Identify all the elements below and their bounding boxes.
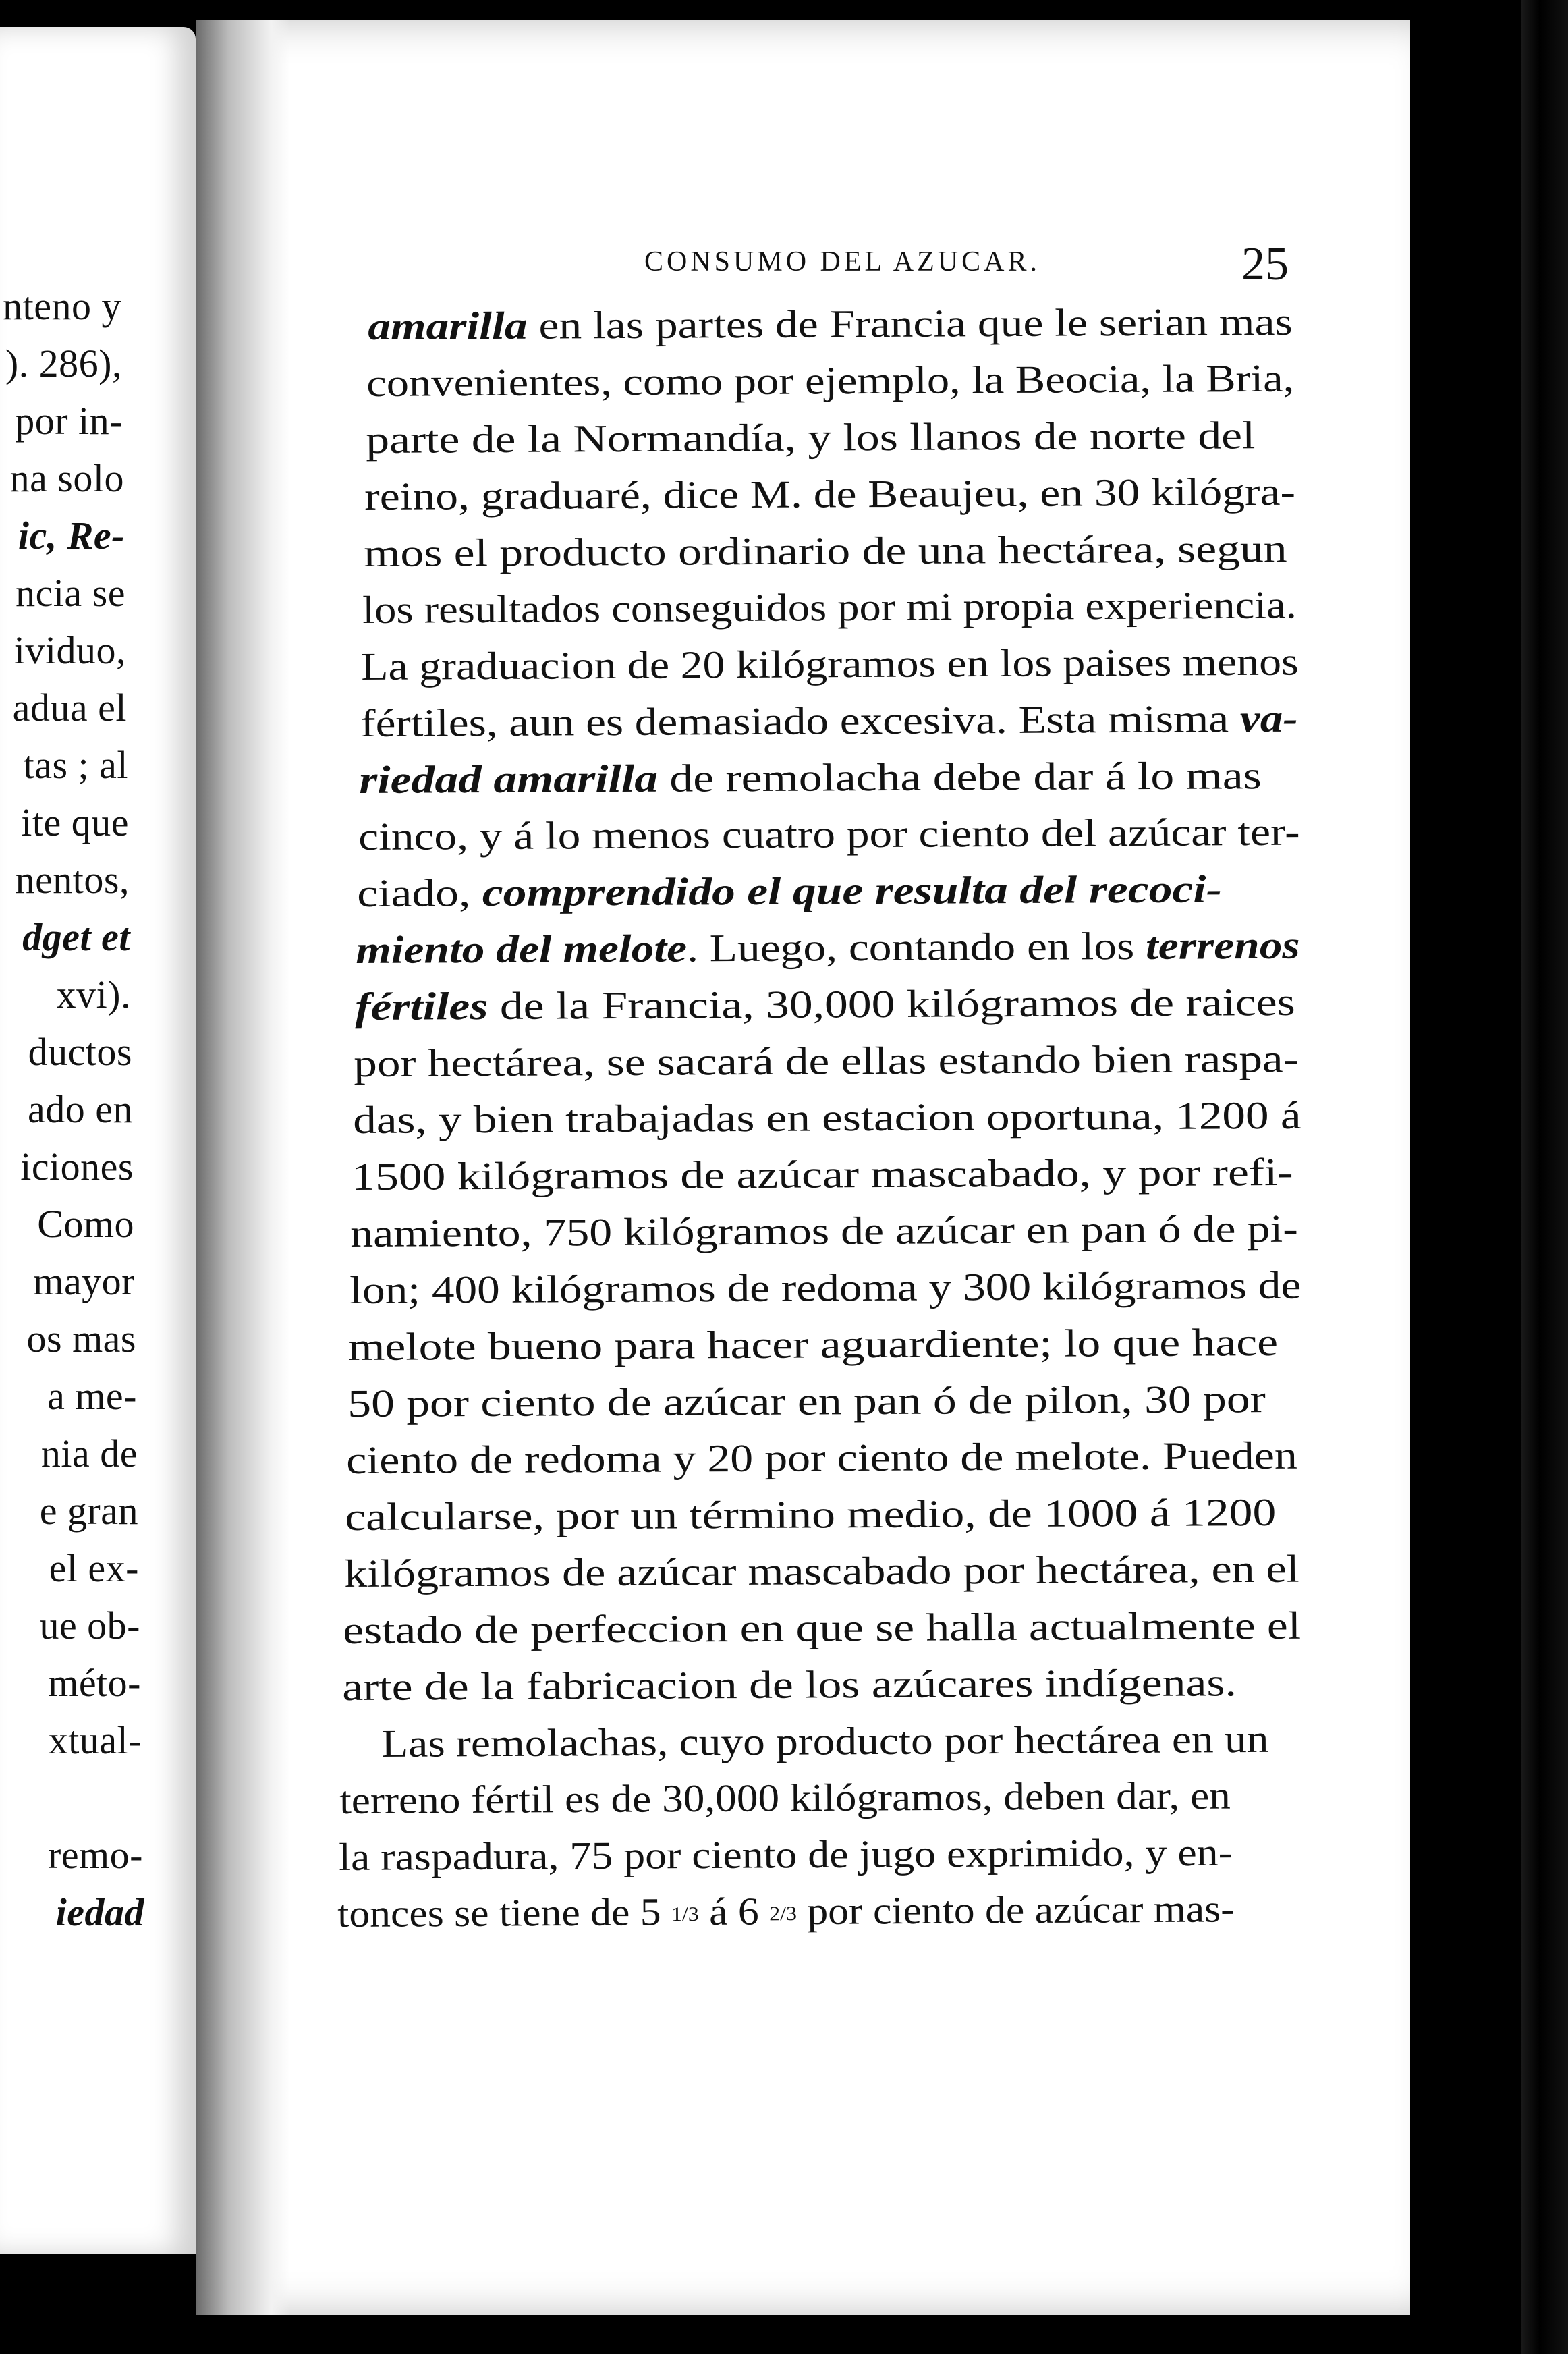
body-line [361,639,1299,689]
italic-text: riedad amarilla [359,756,659,802]
left-page-line: ). 286), [5,341,122,385]
text-run: reino, graduaré, dice M. de Beaujeu, en 30 kilógra- [364,469,1296,518]
body-line [366,412,1256,462]
italic-text: va- [1239,696,1298,741]
italic-text: terrenos [1145,923,1300,968]
text-run: fértiles, aun es demasiado excesiva. Esta misma [360,696,1241,745]
text-run: en las partes de Francia que le serian mas [527,299,1293,348]
body-line [347,1376,1266,1426]
text-run: ciado, [357,871,483,915]
body-line [364,526,1287,576]
body-line [359,752,1262,802]
text-run: 50 por ciento de azúcar en pan ó de pilon, 30 por [347,1377,1266,1425]
left-page-line: nentos, [15,858,130,902]
body-line [344,1546,1299,1596]
fraction: 2/3 [769,1903,797,1925]
text-run: ciento de redoma y 20 por ciento de melote. Pueden [346,1433,1297,1482]
fraction: 1/3 [671,1903,699,1926]
body-line [353,1093,1301,1143]
left-page-line: ividuo, [13,628,126,672]
text-run: parte de la Normandía, y los llanos de norte del [366,413,1256,462]
text-run: arte de la fabricacion de los azúcares indígenas. [342,1660,1237,1709]
text-run: estado de perfeccion en que se halla actualmente el [343,1603,1301,1652]
book-spine [1521,0,1568,2354]
body-line [354,1036,1299,1086]
body-line [342,1660,1237,1709]
text-run: á 6 [698,1889,770,1934]
text-run: terreno fértil es de 30,000 kilógramos, deben dar, en [339,1773,1231,1822]
left-page-line: iedad [55,1890,144,1934]
text-run: tonces se tiene de 5 [337,1890,672,1936]
left-page-line: ncia se [16,571,125,615]
left-page-fragment [0,27,196,2254]
body-line [358,809,1300,859]
left-page-line: iciones [20,1145,134,1188]
body-line [348,1319,1278,1369]
left-page-line: nia de [40,1431,138,1475]
text-run: das, y bien trabajadas en estacion oportuna, 1200 á [353,1093,1301,1142]
text-run: la raspadura, 75 por ciento de jugo exprimido, y en- [339,1830,1233,1879]
body-line [346,1433,1297,1483]
italic-text: miento del melote [356,926,688,972]
body-line [352,1149,1293,1199]
body-line [357,866,1222,916]
body-line [339,1830,1233,1880]
left-page-line: tas ; al [23,743,128,787]
italic-text: comprendido el que resulta del recoci- [482,867,1223,915]
text-run: de remolacha debe dar á lo mas [657,753,1262,800]
body-line [381,1716,1269,1766]
text-run: melote bueno para hacer aguardiente; lo que hace [348,1319,1279,1369]
text-run: 1500 kilógramos de azúcar mascabado, y por refi- [352,1149,1293,1199]
body-line [349,1263,1301,1313]
text-run: La graduacion de 20 kilógramos en los paises menos [361,639,1299,688]
text-run: por hectárea, se sacará de ellas estando bien raspa- [354,1036,1299,1085]
left-page-line: xtual- [48,1718,142,1762]
left-page-line: nteno y [3,284,121,328]
left-page-line: ic, Re- [18,514,125,557]
text-run: cinco, y á lo menos cuatro por ciento del azúcar ter- [358,809,1300,858]
left-page-line: dget et [22,915,130,959]
text-run: convenientes, como por ejemplo, la Beocia, la Bria, [366,356,1295,405]
body-line [350,1206,1298,1256]
text-run: . Luego, contando en los [686,923,1146,970]
page-number: 25 [1241,238,1289,290]
left-page-line: e gran [39,1489,138,1533]
left-page-line: méto- [48,1661,141,1705]
left-page-line: a me- [47,1374,137,1418]
gutter-shadow [196,20,290,2315]
text-run: Las remolachas, cuyo producto por hectárea en un [381,1716,1269,1766]
text-run: kilógramos de azúcar mascabado por hectárea, en el [344,1546,1299,1595]
body-line [345,1489,1276,1539]
body-line [356,923,1300,973]
text-run: por ciento de azúcar mas- [796,1886,1235,1934]
left-page-line: ue ob- [39,1604,140,1647]
text-run: de la Francia, 30,000 kilógramos de raices [488,979,1295,1028]
text-run: los resultados conseguidos por mi propia experiencia. [362,582,1297,632]
left-page-line: xvi). [56,973,131,1016]
body-line [368,299,1293,349]
running-title: CONSUMO DEL AZUCAR. [644,246,1040,277]
left-page-line: ite que [21,800,129,844]
italic-text: amarilla [368,303,528,348]
body-line [343,1603,1301,1653]
left-page-line: adua el [12,686,127,730]
left-page-line: remo- [48,1833,143,1877]
left-page-line: mayor [33,1259,135,1303]
body-line [339,1773,1231,1823]
italic-text: fértiles [355,983,488,1029]
body-line [362,582,1297,632]
text-run: namiento, 750 kilógramos de azúcar en pan ó de pi- [350,1206,1298,1255]
left-page-line: ado en [28,1087,133,1131]
text-run: calcularse, por un término medio, de 1000 á 1200 [345,1489,1277,1539]
text-run: lon; 400 kilógramos de redoma y 300 kilógramos de [349,1263,1301,1312]
text-run: mos el producto ordinario de una hectárea, segun [364,526,1287,575]
left-page-line: os mas [26,1317,136,1361]
left-page-line: ductos [28,1030,132,1074]
left-page-line: na solo [9,456,124,500]
body-line [366,356,1295,406]
body-line [337,1886,1235,1936]
left-page-line: el ex- [49,1546,139,1590]
left-page-line: Como [37,1202,134,1246]
body-line [360,696,1298,746]
body-line [364,469,1295,519]
left-page-line: por in- [15,399,123,443]
body-line [355,979,1295,1029]
